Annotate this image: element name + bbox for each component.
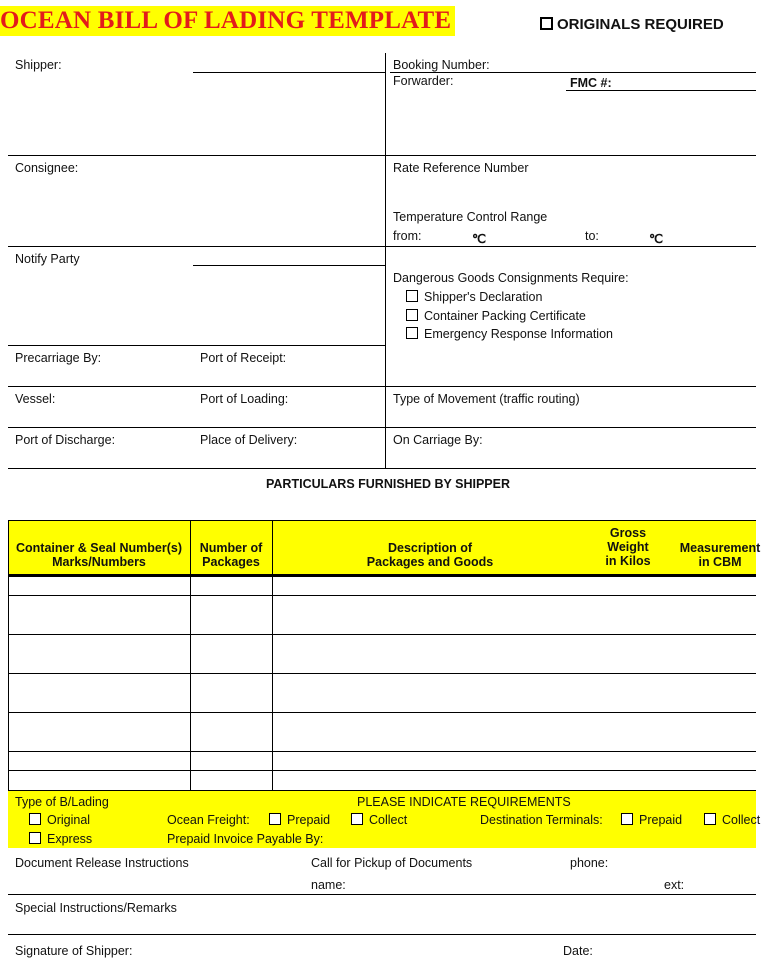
row-divider	[8, 427, 756, 428]
table-col-divider	[272, 520, 273, 790]
type-bl-label: Type of B/Lading	[15, 795, 109, 809]
originals-checkbox[interactable]	[540, 17, 553, 30]
document-title: OCEAN BILL OF LADING TEMPLATE	[0, 6, 455, 36]
row-divider	[8, 894, 756, 895]
row-divider	[8, 386, 756, 387]
table-header-border	[8, 574, 756, 577]
shipper-label: Shipper:	[15, 58, 62, 72]
ocean-freight-prepaid-option[interactable]: Prepaid	[269, 813, 330, 827]
dg-option-emergency-response[interactable]: Emergency Response Information	[406, 327, 613, 341]
checkbox[interactable]	[29, 813, 41, 825]
phone-label: phone:	[570, 856, 609, 870]
destination-prepaid-option[interactable]: Prepaid	[621, 813, 682, 827]
temperature-from-label: from:	[393, 229, 422, 243]
fmc-underline	[566, 90, 756, 91]
booking-underline	[390, 72, 756, 73]
checkbox[interactable]	[406, 327, 418, 339]
call-pickup-label: Call for Pickup of Documents	[311, 856, 473, 870]
checkbox[interactable]	[406, 309, 418, 321]
row-divider	[8, 246, 756, 247]
col-header-description: Description of Packages and Goods	[366, 541, 494, 569]
col-header-container-seal: Container & Seal Number(s) Marks/Numbers	[15, 541, 182, 569]
port-receipt-label: Port of Receipt:	[200, 351, 287, 365]
originals-required-label: ORIGINALS REQUIRED	[557, 16, 724, 33]
table-row	[8, 712, 756, 713]
ocean-freight-collect-option[interactable]: Collect	[351, 813, 407, 827]
checkbox[interactable]	[406, 290, 418, 302]
celsius-unit: ℃	[472, 232, 487, 246]
row-divider	[8, 468, 756, 469]
row-divider	[8, 345, 385, 346]
on-carriage-label: On Carriage By:	[393, 433, 483, 447]
name-label: name:	[311, 878, 346, 892]
checkbox[interactable]	[351, 813, 363, 825]
notify-party-label: Notify Party	[15, 252, 80, 266]
table-row	[8, 673, 756, 674]
type-movement-label: Type of Movement (traffic routing)	[393, 392, 580, 406]
temperature-range-label: Temperature Control Range	[393, 210, 548, 224]
doc-release-label: Document Release Instructions	[15, 856, 189, 870]
shipper-underline	[193, 72, 385, 73]
ocean-freight-label: Ocean Freight:	[167, 813, 250, 827]
celsius-unit: ℃	[649, 232, 664, 246]
special-instructions-label: Special Instructions/Remarks	[15, 901, 177, 915]
dg-option-shippers-declaration[interactable]: Shipper's Declaration	[406, 290, 542, 304]
date-label: Date:	[563, 944, 593, 958]
table-top-border	[8, 520, 756, 521]
fmc-label: FMC #:	[570, 76, 612, 90]
rate-reference-label: Rate Reference Number	[393, 161, 529, 175]
checkbox[interactable]	[704, 813, 716, 825]
precarriage-label: Precarriage By:	[15, 351, 102, 365]
consignee-label: Consignee:	[15, 161, 79, 175]
port-discharge-label: Port of Discharge:	[15, 433, 116, 447]
table-row	[8, 595, 756, 596]
particulars-heading: PARTICULARS FURNISHED BY SHIPPER	[266, 477, 511, 491]
bl-express-option[interactable]: Express	[29, 832, 92, 846]
place-delivery-label: Place of Delivery:	[200, 433, 298, 447]
bl-original-option[interactable]: Original	[29, 813, 90, 827]
col-header-number-packages: Number of Packages	[199, 541, 263, 569]
port-loading-label: Port of Loading:	[200, 392, 289, 406]
signature-label: Signature of Shipper:	[15, 944, 133, 958]
temperature-to-label: to:	[585, 229, 599, 243]
notify-underline	[193, 265, 385, 266]
forwarder-label: Forwarder:	[393, 74, 454, 88]
table-row	[8, 751, 756, 752]
col-header-gross-weight: Gross Weight in Kilos	[605, 526, 651, 568]
destination-terminals-label: Destination Terminals:	[480, 813, 603, 827]
checkbox[interactable]	[29, 832, 41, 844]
table-row	[8, 770, 756, 771]
checkbox[interactable]	[621, 813, 633, 825]
column-divider	[385, 53, 386, 469]
booking-number-label: Booking Number:	[393, 58, 490, 72]
prepaid-invoice-label: Prepaid Invoice Payable By:	[167, 832, 324, 846]
destination-collect-option[interactable]: Collect	[704, 813, 760, 827]
row-divider	[8, 934, 756, 935]
dangerous-goods-label: Dangerous Goods Consignments Require:	[393, 271, 629, 285]
col-header-measurement: Measurement in CBM	[679, 541, 761, 569]
dg-option-container-packing[interactable]: Container Packing Certificate	[406, 309, 586, 323]
table-row	[8, 634, 756, 635]
ext-label: ext:	[664, 878, 685, 892]
originals-required-option[interactable]	[540, 16, 724, 33]
row-divider	[8, 155, 756, 156]
requirements-heading: PLEASE INDICATE REQUIREMENTS	[357, 795, 571, 809]
checkbox[interactable]	[269, 813, 281, 825]
vessel-label: Vessel:	[15, 392, 56, 406]
